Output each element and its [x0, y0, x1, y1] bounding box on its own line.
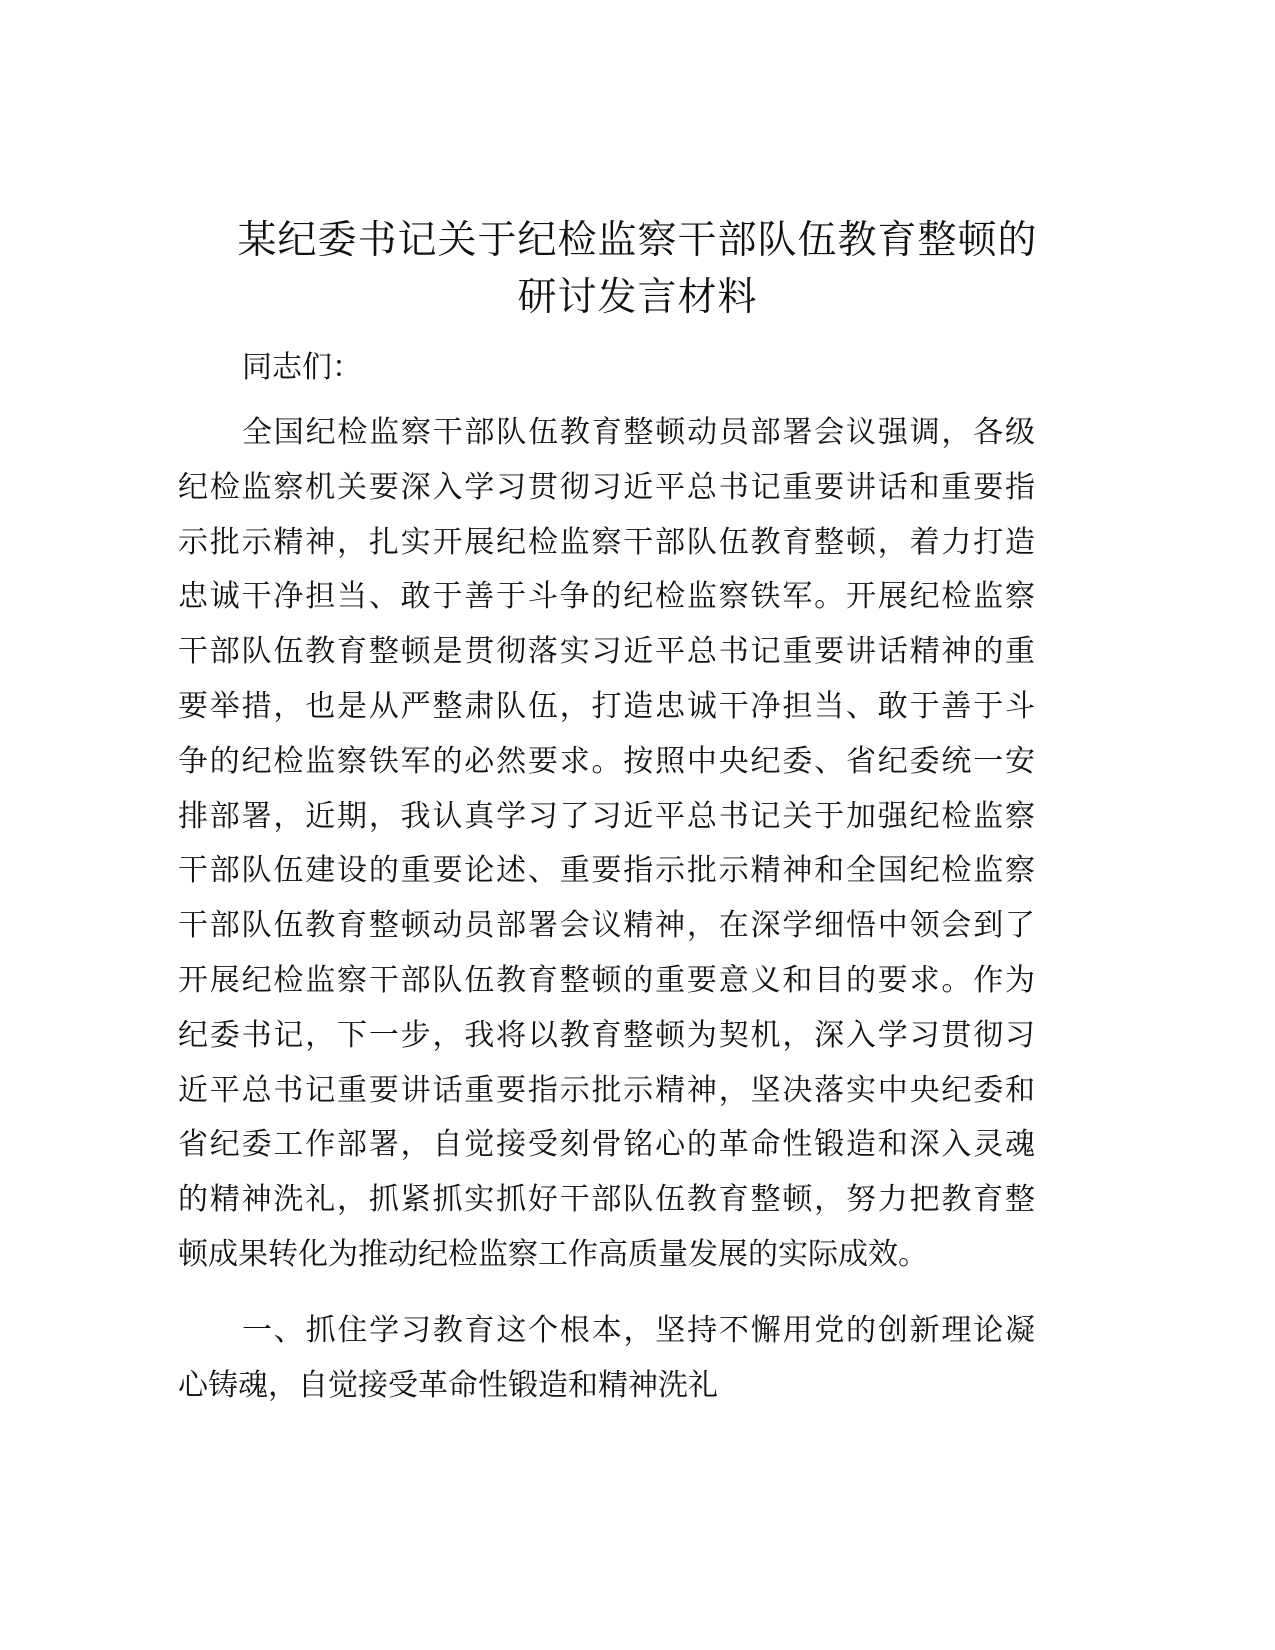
paragraph1-line: 全国纪检监察干部队伍教育整顿动员部署会议强调，各级 — [242, 415, 1035, 450]
paragraph1-line: 忠诚干净担当、敢于善于斗争的纪检监察铁军。开展纪检监察 — [178, 579, 1035, 615]
paragraph1-line: 纪委书记，下一步，我将以教育整顿为契机，深入学习贯彻习 — [178, 1017, 1035, 1053]
paragraph1-line: 干部队伍教育整顿动员部署会议精神，在深学细悟中领会到了 — [178, 908, 1035, 944]
paragraph1-line: 干部队伍建设的重要论述、重要指示批示精神和全国纪检监察 — [178, 853, 1035, 889]
heading1-line: 一、抓住学习教育这个根本，坚持不懈用党的创新理论凝 — [242, 1313, 1035, 1348]
paragraph1-line: 纪检监察机关要深入学习贯彻习近平总书记重要讲话和重要指 — [178, 469, 1035, 505]
paragraph1-line: 争的纪检监察铁军的必然要求。按照中央纪委、省纪委统一安 — [178, 743, 1035, 779]
paragraph1-line: 干部队伍教育整顿是贯彻落实习近平总书记重要讲话精神的重 — [178, 634, 1035, 670]
paragraph1-line: 的精神洗礼，抓紧抓实抓好干部队伍教育整顿，努力把教育整 — [178, 1182, 1035, 1218]
paragraph1-line: 开展纪检监察干部队伍教育整顿的重要意义和目的要求。作为 — [178, 963, 1035, 998]
paragraph1-line: 要举措，也是从严整肃队伍，打造忠诚干净担当、敢于善于斗 — [178, 689, 1035, 724]
document-title-line-2: 研讨发言材料 — [517, 275, 758, 320]
salutation: 同志们： — [242, 350, 362, 385]
paragraph1-line: 示批示精神，扎实开展纪检监察干部队伍教育整顿，着力打造 — [178, 524, 1035, 560]
heading1-line: 心铸魂，自觉接受革命性锻造和精神洗礼 — [178, 1367, 718, 1403]
paragraph1-line: 排部署，近期，我认真学习了习近平总书记关于加强纪检监察 — [178, 798, 1035, 834]
paragraph1-line: 近平总书记重要讲话重要指示批示精神，坚决落实中央纪委和 — [178, 1072, 1035, 1108]
paragraph1-line: 省纪委工作部署，自觉接受刻骨铭心的革命性锻造和深入灵魂 — [178, 1127, 1035, 1163]
paragraph1-line: 顿成果转化为推动纪检监察工作高质量发展的实际成效。 — [178, 1237, 928, 1272]
document-title-line-1: 某纪委书记关于纪检监察干部队伍教育整顿的 — [237, 218, 1038, 263]
